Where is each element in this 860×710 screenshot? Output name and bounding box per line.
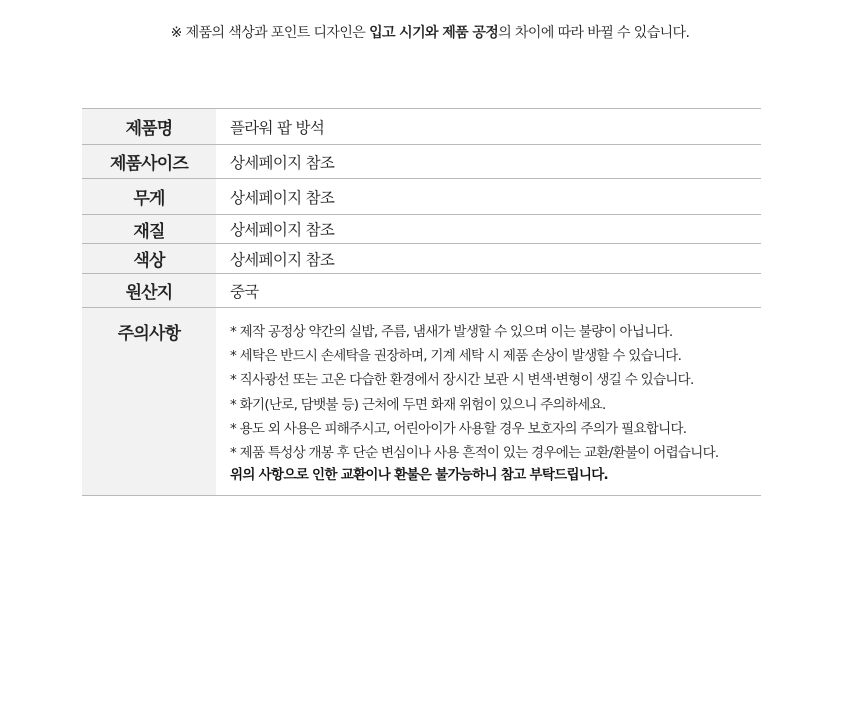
cautions-label: 주의사항	[82, 308, 216, 496]
spec-label: 무게	[82, 179, 216, 215]
cautions-list	[216, 308, 761, 496]
notice-symbol: ※	[170, 25, 182, 41]
caution-item: * 세탁은 반드시 손세탁을 권장하며, 기계 세탁 시 제품 손상이 발생할 수 있습니다.	[230, 348, 682, 365]
spec-label: 재질	[82, 215, 216, 244]
spec-label: 제품사이즈	[82, 145, 216, 179]
caution-bold-note: 위의 사항으로 인한 교환이나 환불은 불가능하니 참고 부탁드립니다.	[230, 467, 608, 484]
spec-row-color	[82, 244, 761, 274]
spec-row-material	[82, 215, 761, 244]
caution-item: * 용도 외 사용은 피해주시고, 어린아이가 사용할 경우 보호자의 주의가 필요합니다.	[230, 420, 687, 437]
spec-value: 상세페이지 참조	[230, 250, 335, 269]
spec-value: 중국	[230, 282, 259, 301]
caution-item: * 직사광선 또는 고온 다습한 환경에서 장시간 보관 시 변색·변형이 생길 수 있습니다.	[230, 372, 694, 389]
notice-text-1: 제품의 색상과 포인트 디자인은	[181, 25, 370, 41]
spec-row-product-name	[82, 109, 761, 145]
color-design-notice	[0, 22, 860, 42]
spec-row-weight	[82, 179, 761, 215]
caution-item: * 제작 공정상 약간의 실밥, 주름, 냄새가 발생할 수 있으며 이는 불량이 아닙니다.	[230, 324, 673, 340]
spec-row-cautions	[82, 308, 761, 496]
caution-item: * 화기(난로, 담뱃불 등) 근처에 두면 화재 위험이 있으니 주의하세요.	[230, 396, 606, 413]
product-spec-table	[82, 108, 761, 496]
caution-item: * 제품 특성상 개봉 후 단순 변심이나 사용 흔적이 있는 경우에는 교환/환불이 어렵습니다.	[230, 445, 719, 462]
spec-value: 상세페이지 참조	[230, 188, 335, 207]
spec-label: 원산지	[82, 274, 216, 308]
notice-text-2: 의 차이에 따라 바뀔 수 있습니다.	[498, 25, 690, 41]
notice-text-bold: 입고 시기와 제품 공정	[369, 25, 499, 41]
spec-row-size	[82, 145, 761, 179]
spec-value: 상세페이지 참조	[230, 153, 335, 172]
spec-value: 플라워 팝 방석	[230, 118, 325, 137]
spec-row-origin	[82, 274, 761, 308]
spec-label: 제품명	[82, 109, 216, 145]
spec-value: 상세페이지 참조	[230, 221, 335, 239]
spec-label: 색상	[82, 244, 216, 274]
